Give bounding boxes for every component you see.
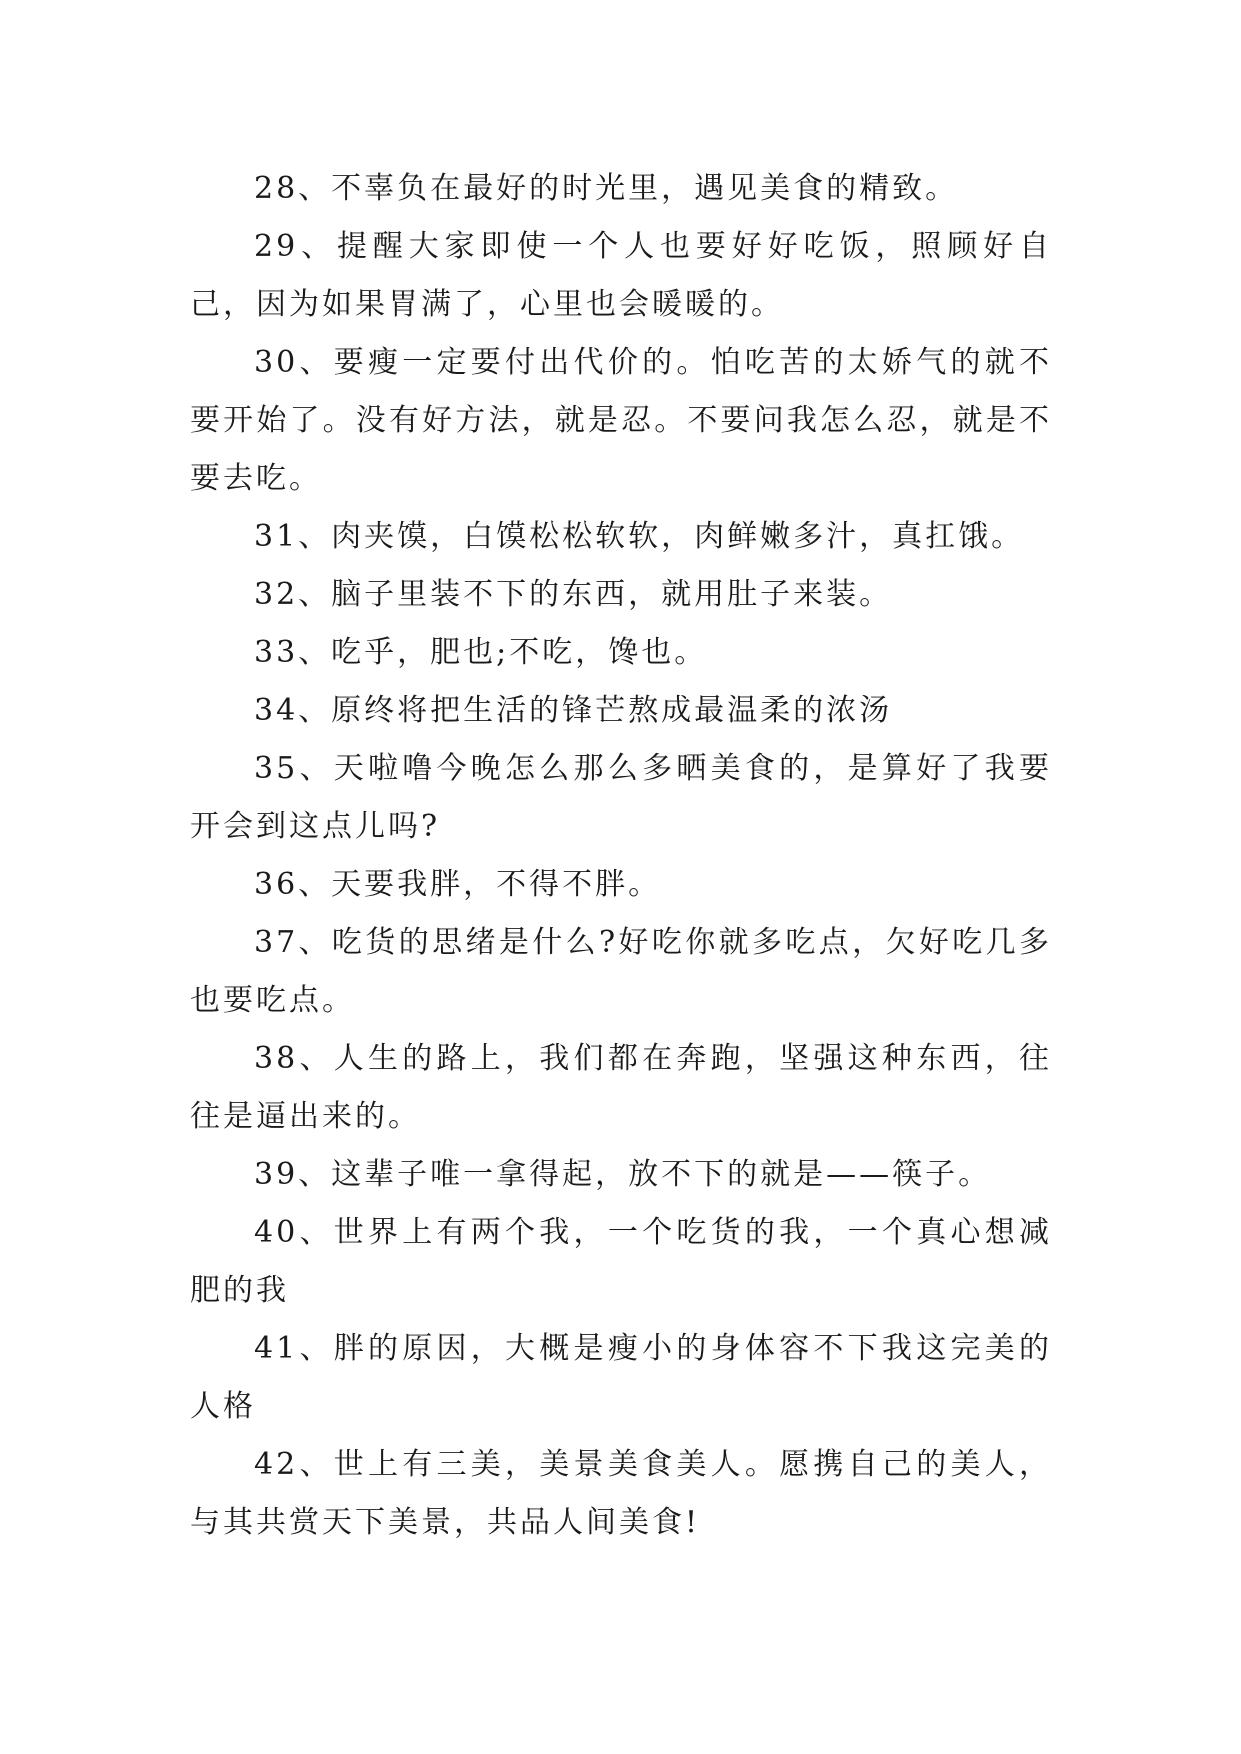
paragraph-38: 38、人生的路上，我们都在奔跑，坚强这种东西，往往是逼出来的。: [190, 1041, 1052, 1134]
paragraph-37: 37、吃货的思绪是什么?好吃你就多吃点，欠好吃几多也要吃点。: [190, 925, 1052, 1018]
paragraph-31: 31、肉夹馍，白馍松松软软，肉鲜嫩多汁，真扛饿。: [254, 519, 1025, 554]
paragraph-30: 30、要瘦一定要付出代价的。怕吃苦的太娇气的就不要开始了。没有好方法，就是忍。不要问我怎么忍，就是不要去吃。: [190, 345, 1052, 496]
paragraph-34: 34、原终将把生活的锋芒熬成最温柔的浓汤: [254, 693, 893, 728]
paragraph-41: 41、胖的原因，大概是瘦小的身体容不下我这完美的人格: [190, 1331, 1052, 1424]
paragraph-32: 32、脑子里装不下的东西，就用肚子来装。: [254, 577, 893, 612]
paragraph-40: 40、世界上有两个我，一个吃货的我，一个真心想减肥的我: [190, 1215, 1052, 1308]
paragraph-42: 42、世上有三美，美景美食美人。愿携自己的美人，与其共赏天下美景，共品人间美食!: [190, 1447, 1052, 1540]
document-body: [190, 160, 1052, 1552]
paragraph-29: 29、提醒大家即使一个人也要好好吃饭，照顾好自己，因为如果胃满了，心里也会暖暖的。: [190, 229, 1052, 322]
paragraph-33: 33、吃乎，肥也;不吃，馋也。: [254, 635, 708, 670]
paragraph-28: 28、不辜负在最好的时光里，遇见美食的精致。: [254, 171, 959, 206]
paragraph-35: 35、天啦噜今晚怎么那么多晒美食的，是算好了我要开会到这点儿吗?: [190, 751, 1052, 844]
paragraph-39: 39、这辈子唯一拿得起，放不下的就是——筷子。: [254, 1157, 992, 1192]
paragraph-36: 36、天要我胖，不得不胖。: [254, 867, 662, 902]
